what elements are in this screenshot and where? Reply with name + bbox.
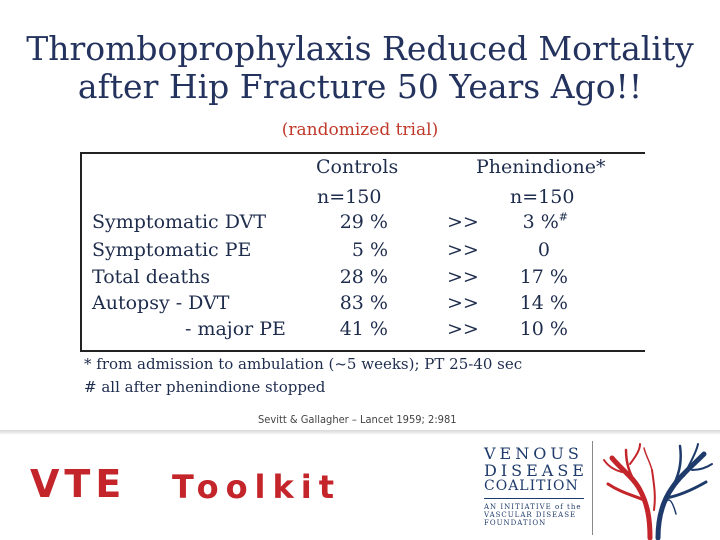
phenindione-n: n=150 bbox=[510, 186, 575, 208]
footnote-mark: # bbox=[558, 210, 568, 224]
logo-divider bbox=[592, 441, 593, 535]
org-line-initiative: AN INITIATIVE of the bbox=[484, 503, 582, 511]
controls-n: n=150 bbox=[317, 186, 382, 208]
phenindione-value: 3 %# bbox=[522, 210, 568, 233]
arrow-marker: >> bbox=[447, 211, 479, 233]
slide-title bbox=[0, 30, 720, 106]
row-label: Symptomatic PE bbox=[92, 239, 252, 261]
controls-value: 28 % bbox=[339, 266, 388, 288]
controls-value: 5 % bbox=[351, 239, 388, 261]
org-line-coalition: COALITION bbox=[484, 478, 579, 494]
phenindione-value: 10 % bbox=[519, 318, 568, 340]
row-label: Total deaths bbox=[92, 266, 211, 288]
row-label: Autopsy - DVT bbox=[92, 292, 230, 314]
citation: Sevitt & Gallagher – Lancet 1959; 2:981 bbox=[258, 413, 457, 426]
toolkit-logo-text: Toolkit bbox=[172, 468, 342, 506]
org-line-venous: VENOUS bbox=[484, 444, 583, 463]
phenindione-value: 14 % bbox=[519, 292, 568, 314]
footer-divider bbox=[0, 430, 720, 434]
phenindione-header: Phenindione* bbox=[476, 156, 606, 178]
title-line-2: after Hip Fracture 50 Years Ago!! bbox=[77, 67, 643, 106]
vte-logo-text: VTE bbox=[30, 462, 127, 506]
controls-value: 83 % bbox=[339, 292, 388, 314]
arrow-marker: >> bbox=[447, 266, 479, 288]
subtitle: (randomized trial) bbox=[281, 120, 439, 140]
footnote-star: * from admission to ambulation (~5 weeks); PT 25-40 sec bbox=[84, 355, 523, 373]
org-line-foundation: FOUNDATION bbox=[484, 519, 547, 527]
vein-tree-logo-icon bbox=[600, 440, 715, 540]
org-divider bbox=[484, 498, 584, 499]
arrow-marker: >> bbox=[447, 239, 479, 261]
arrow-marker: >> bbox=[447, 318, 479, 340]
org-line-disease: DISEASE bbox=[484, 461, 588, 480]
controls-value: 29 % bbox=[339, 211, 388, 233]
row-label: Symptomatic DVT bbox=[92, 211, 267, 233]
controls-header: Controls bbox=[316, 156, 399, 178]
row-label: - major PE bbox=[185, 318, 286, 340]
controls-value: 41 % bbox=[339, 318, 388, 340]
arrow-marker: >> bbox=[447, 292, 479, 314]
phenindione-value: 17 % bbox=[519, 266, 568, 288]
org-line-vascular: VASCULAR DISEASE bbox=[484, 511, 577, 519]
footnote-hash: # all after phenindione stopped bbox=[84, 378, 326, 396]
title-line-1: Thromboprophylaxis Reduced Mortality bbox=[26, 29, 694, 68]
phenindione-value: 0 bbox=[537, 239, 550, 261]
